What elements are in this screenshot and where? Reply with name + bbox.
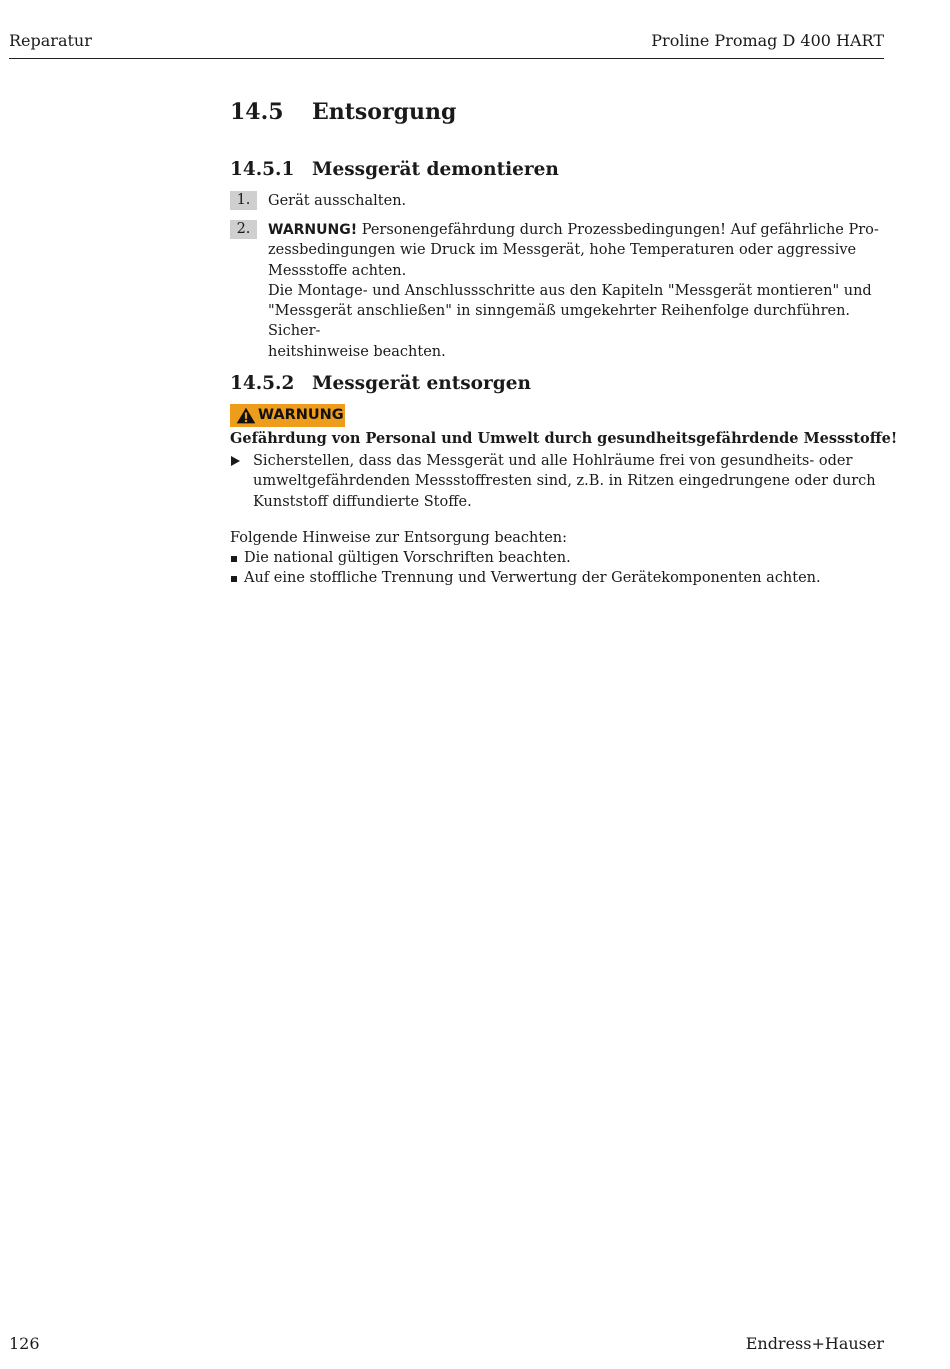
step-item-2 — [230, 220, 885, 362]
warning-badge — [230, 404, 345, 427]
step-line — [268, 220, 885, 240]
step-number: 1. — [230, 191, 257, 210]
step-text: Gerät ausschalten. — [268, 193, 407, 209]
step-number: 2. — [230, 220, 257, 239]
list-item-text: Auf eine stoffliche Trennung und Verwertung der Gerätekomponenten achten. — [244, 570, 821, 587]
header-section-title: Reparatur — [9, 31, 92, 50]
warning-triangle-icon — [236, 407, 256, 424]
header-product-name: Proline Promag D 400 HART — [651, 31, 884, 50]
action-text — [253, 451, 885, 512]
list-item — [230, 568, 821, 588]
subsection-number: 14.5.1 — [230, 159, 295, 180]
action-line: Kunststoff diffundierte Stoffe. — [253, 493, 472, 510]
disposal-bullet-list — [230, 548, 821, 589]
footer-brand: Endress+Hauser — [745, 1334, 884, 1353]
square-bullet-icon — [231, 556, 237, 562]
triangle-right-icon — [231, 456, 240, 466]
step-line: "Messgerät anschließen" in sinngemäß umgekehrter Reihenfolge durchführen. Sicher- — [268, 303, 851, 340]
step-line-text: Personengefährdung durch Prozessbedingungen! Auf gefährliche Pro- — [357, 222, 879, 238]
step-line: heitshinweise beachten. — [268, 343, 446, 360]
subsection-title: Messgerät demontieren — [312, 159, 559, 180]
action-item — [230, 451, 885, 512]
section-heading — [230, 98, 456, 126]
inline-warning-label: WARNUNG! — [268, 222, 358, 238]
step-text — [268, 220, 885, 362]
header-divider — [9, 58, 884, 59]
warning-badge-label: WARNUNG — [258, 407, 344, 423]
disposal-intro: Folgende Hinweise zur Entsorgung beachten: — [230, 530, 568, 546]
page-number: 126 — [9, 1334, 40, 1353]
subsection-heading-demontieren — [230, 158, 559, 182]
action-line: umweltgefährdenden Messstoffresten sind, z.B. in Ritzen eingedrungene oder durch — [253, 473, 876, 490]
section-title: Entsorgung — [312, 99, 457, 125]
subsection-heading-entsorgen — [230, 372, 531, 396]
section-number: 14.5 — [230, 99, 284, 125]
step-item-1 — [230, 191, 885, 211]
step-line: zessbedingungen wie Druck im Messgerät, hohe Temperaturen oder aggressive — [268, 242, 857, 259]
step-line: Die Montage- und Anschlussschritte aus den Kapiteln "Messgerät montieren" und — [268, 282, 872, 299]
subsection-number: 14.5.2 — [230, 373, 295, 394]
list-item-text: Die national gültigen Vorschriften beachten. — [244, 550, 571, 566]
action-line: Sicherstellen, dass das Messgerät und alle Hohlräume frei von gesundheits- oder — [253, 453, 853, 469]
subsection-title: Messgerät entsorgen — [312, 373, 531, 394]
list-item — [230, 548, 821, 568]
hazard-title: Gefährdung von Personal und Umwelt durch gesundheitsgefährdende Messstoffe! — [230, 430, 898, 447]
step-line: Messstoffe achten. — [268, 262, 407, 279]
square-bullet-icon — [231, 576, 237, 582]
